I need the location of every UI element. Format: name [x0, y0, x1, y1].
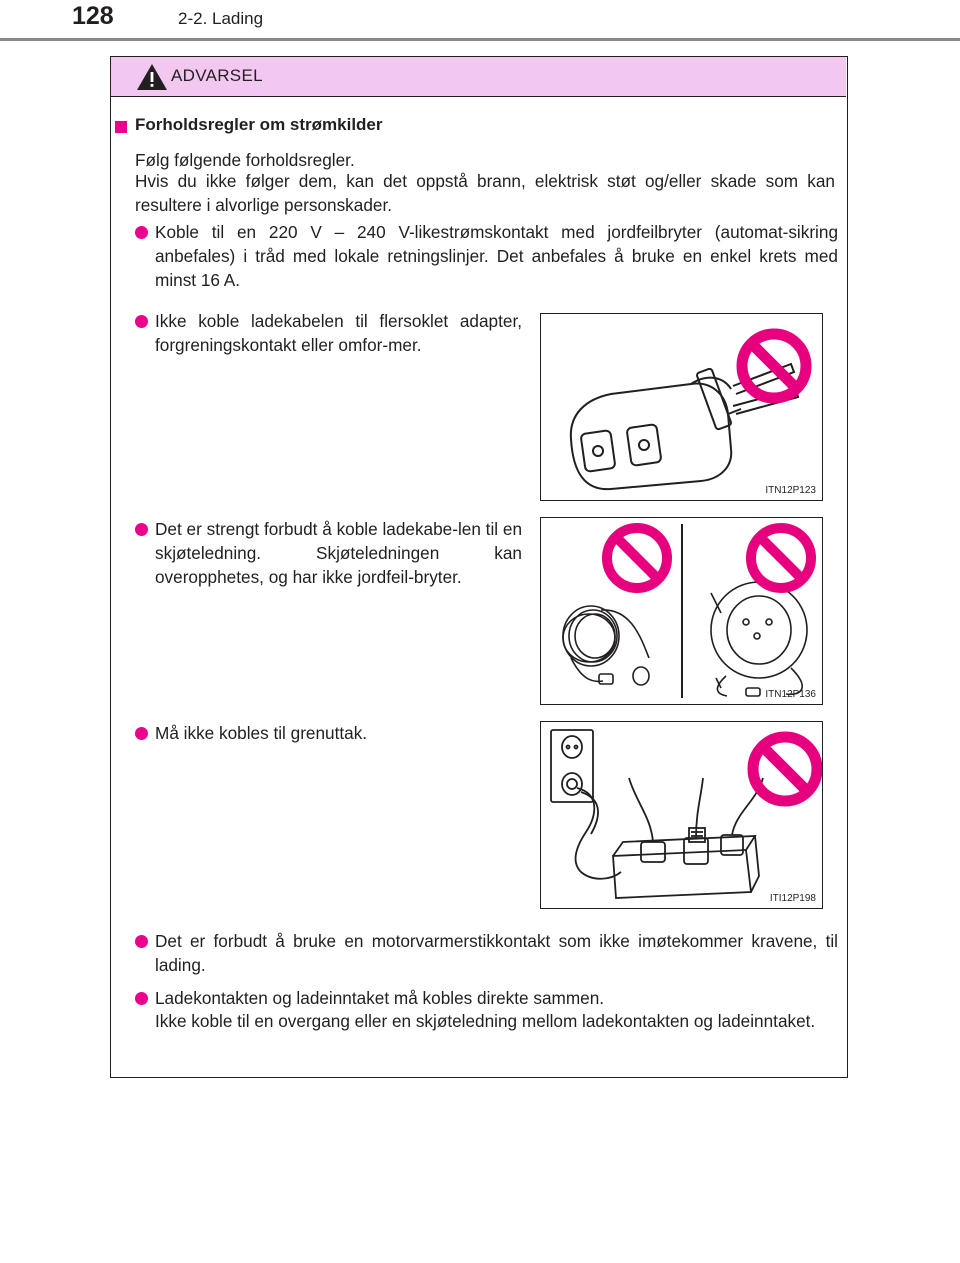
bullet-5-text: Det er forbudt å bruke en motorvarmerstikkontakt som ikke imøtekommer kravene, til lading. [155, 931, 838, 975]
warning-header [111, 57, 846, 97]
intro-line-1: Følg følgende forholdsregler. [135, 150, 355, 170]
prohibition-icon [607, 528, 667, 588]
adapter-plug-icon [541, 314, 822, 500]
bullet-dot-icon [135, 523, 148, 536]
extension-cord-icon [541, 518, 822, 704]
bullet-dot-icon [135, 935, 148, 948]
power-strip-icon [541, 722, 822, 908]
figure-code: ITI12P198 [769, 893, 816, 904]
bullet-dot-icon [135, 315, 148, 328]
figure-power-strip [540, 721, 823, 909]
bullet-dot-icon [135, 226, 148, 239]
prohibition-icon [742, 334, 806, 398]
bullet-6-note: Ikke koble til en overgang eller en skjøteledning mellom ladekontakten og ladeinntaket. [155, 1011, 816, 1031]
bullet-2-text: Ikke koble ladekabelen til flersoklet adapter, forgreningskontakt eller omfor-mer. [155, 311, 522, 355]
figure-adapter [540, 313, 823, 501]
bullet-4-text: Må ikke kobles til grenuttak. [155, 723, 368, 743]
bullet-dot-icon [135, 727, 148, 740]
bullet-dot-icon [135, 992, 148, 1005]
warning-label: ADVARSEL [171, 66, 263, 85]
figure-code: ITN12P123 [765, 485, 816, 496]
warning-box [110, 56, 848, 1078]
bullet-3-text: Det er strengt forbudt å koble ladekabe-len til en skjøteledning. Skjøteledningen kan overopphetes, og har ikke jordfeil-bryter. [155, 519, 522, 587]
prohibition-icon [751, 528, 811, 588]
page-number: 128 [72, 2, 114, 30]
prohibition-icon [753, 737, 817, 801]
intro-line-2: Hvis du ikke følger dem, kan det oppstå brann, elektrisk støt og/eller skade som kan resultere i alvorlige personskader. [135, 171, 835, 215]
warning-heading: Forholdsregler om strømkilder [135, 115, 383, 134]
figure-code: ITN12P136 [765, 689, 816, 700]
bullet-1-text: Koble til en 220 V – 240 V-likestrømskontakt med jordfeilbryter (automat-sikring anbefales) i tråd med lokale retningslinjer. Det anbefales å bruke en enkel krets med minst 16 A. [155, 222, 838, 290]
warning-triangle-icon [135, 62, 169, 92]
figure-extension-cord [540, 517, 823, 705]
section-title: 2-2. Lading [178, 9, 264, 28]
header-rule [0, 38, 960, 41]
section-marker-icon [115, 121, 127, 133]
bullet-6-text: Ladekontakten og ladeinntaket må kobles direkte sammen. [155, 988, 605, 1008]
